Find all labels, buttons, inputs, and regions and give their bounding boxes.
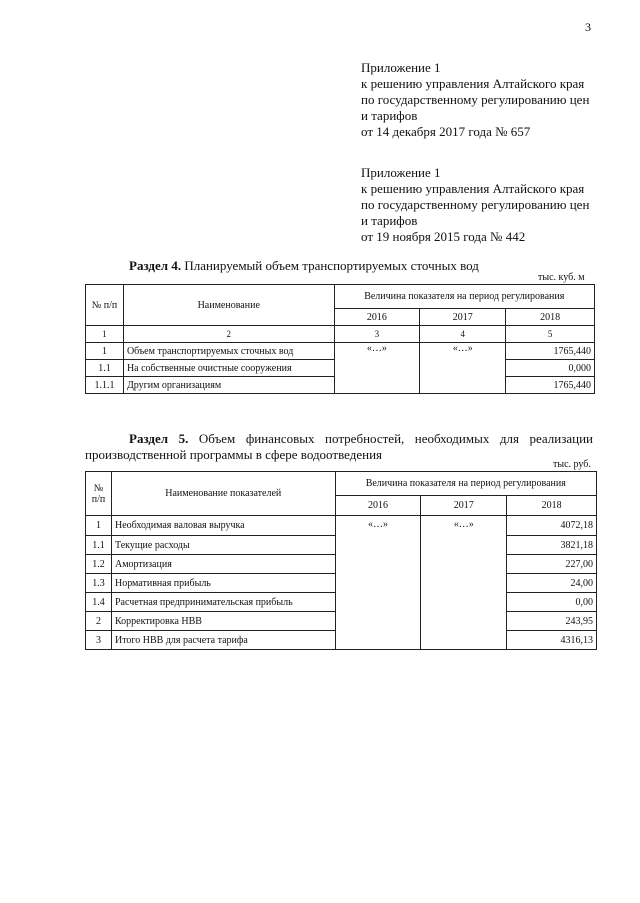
appendix-line: к решению управления Алтайского края — [361, 181, 585, 196]
col-number: 2 — [123, 326, 334, 343]
row-num: 1 — [86, 343, 124, 360]
row-value-2018: 3821,18 — [507, 536, 597, 555]
row-value-2017: «…» — [420, 343, 506, 394]
row-name: Нормативная прибыль — [111, 574, 335, 593]
col-number: 4 — [420, 326, 506, 343]
header-year: 2018 — [507, 496, 597, 516]
row-name: Текущие расходы — [111, 536, 335, 555]
row-name: На собственные очистные сооружения — [123, 360, 334, 377]
appendix-block-current — [361, 60, 589, 140]
row-value-2016: «…» — [334, 343, 420, 394]
row-num: 1.3 — [86, 574, 112, 593]
section5-title — [85, 431, 593, 463]
row-num: 1.4 — [86, 593, 112, 612]
section4-units: тыс. куб. м — [538, 272, 585, 283]
section5-units: тыс. руб. — [553, 459, 591, 470]
row-value-2018: 0,000 — [506, 360, 595, 377]
appendix-line: по государственному регулированию цен — [361, 197, 590, 212]
appendix-line: от 14 декабря 2017 года № 657 — [361, 124, 531, 139]
row-name: Объем транспортируемых сточных вод — [123, 343, 334, 360]
row-value-2018: 1765,440 — [506, 343, 595, 360]
header-period: Величина показателя на период регулирования — [334, 285, 594, 309]
section4-title-text: Планируемый объем транспортируемых сточных вод — [181, 258, 479, 273]
row-value-2018: 243,95 — [507, 612, 597, 631]
header-year: 2018 — [506, 309, 595, 326]
row-value-2018: 24,00 — [507, 574, 597, 593]
header-year: 2016 — [334, 309, 420, 326]
row-value-2017: «…» — [421, 516, 507, 650]
row-value-2016: «…» — [335, 516, 421, 650]
header-period: Величина показателя на период регулирования — [335, 472, 596, 496]
appendix-line: Приложение 1 — [361, 60, 441, 75]
row-value-2018: 1765,440 — [506, 377, 595, 394]
appendix-line: Приложение 1 — [361, 165, 441, 180]
table-row — [86, 516, 597, 536]
row-value-2018: 0,00 — [507, 593, 597, 612]
col-number: 1 — [86, 326, 124, 343]
appendix-line: по государственному регулированию цен — [361, 92, 590, 107]
header-num: № п/п — [86, 472, 112, 516]
col-number: 3 — [334, 326, 420, 343]
header-name: Наименование показателей — [111, 472, 335, 516]
row-value-2018: 4316,13 — [507, 631, 597, 650]
row-name: Необходимая валовая выручка — [111, 516, 335, 536]
section5-table — [85, 471, 597, 650]
row-name: Амортизация — [111, 555, 335, 574]
appendix-line: и тарифов — [361, 213, 418, 228]
table-row — [86, 343, 595, 360]
row-num: 2 — [86, 612, 112, 631]
row-value-2018: 227,00 — [507, 555, 597, 574]
row-name: Корректировка НВВ — [111, 612, 335, 631]
row-num: 1.1 — [86, 360, 124, 377]
header-year: 2017 — [420, 309, 506, 326]
section5-title-text: Объем финансовых потребностей, необходимых для реализации производственной программы в сфере водоотведения — [85, 431, 593, 462]
header-num: № п/п — [86, 285, 124, 326]
row-name: Другим организациям — [123, 377, 334, 394]
section5-label: Раздел 5. — [129, 431, 189, 446]
row-num: 1 — [86, 516, 112, 536]
page-number: 3 — [585, 20, 591, 34]
header-year: 2017 — [421, 496, 507, 516]
col-number: 5 — [506, 326, 595, 343]
appendix-block-original — [361, 165, 589, 245]
row-name: Итого НВВ для расчета тарифа — [111, 631, 335, 650]
header-year: 2016 — [335, 496, 421, 516]
row-name: Расчетная предпринимательская прибыль — [111, 593, 335, 612]
section4-label: Раздел 4. — [129, 258, 182, 273]
row-num: 1.2 — [86, 555, 112, 574]
appendix-line: от 19 ноября 2015 года № 442 — [361, 229, 526, 244]
row-num: 1.1.1 — [86, 377, 124, 394]
appendix-line: к решению управления Алтайского края — [361, 76, 585, 91]
section4-title — [129, 258, 479, 274]
appendix-line: и тарифов — [361, 108, 418, 123]
section4-table — [85, 284, 595, 394]
row-num: 1.1 — [86, 536, 112, 555]
row-num: 3 — [86, 631, 112, 650]
row-value-2018: 4072,18 — [507, 516, 597, 536]
header-name: Наименование — [123, 285, 334, 326]
